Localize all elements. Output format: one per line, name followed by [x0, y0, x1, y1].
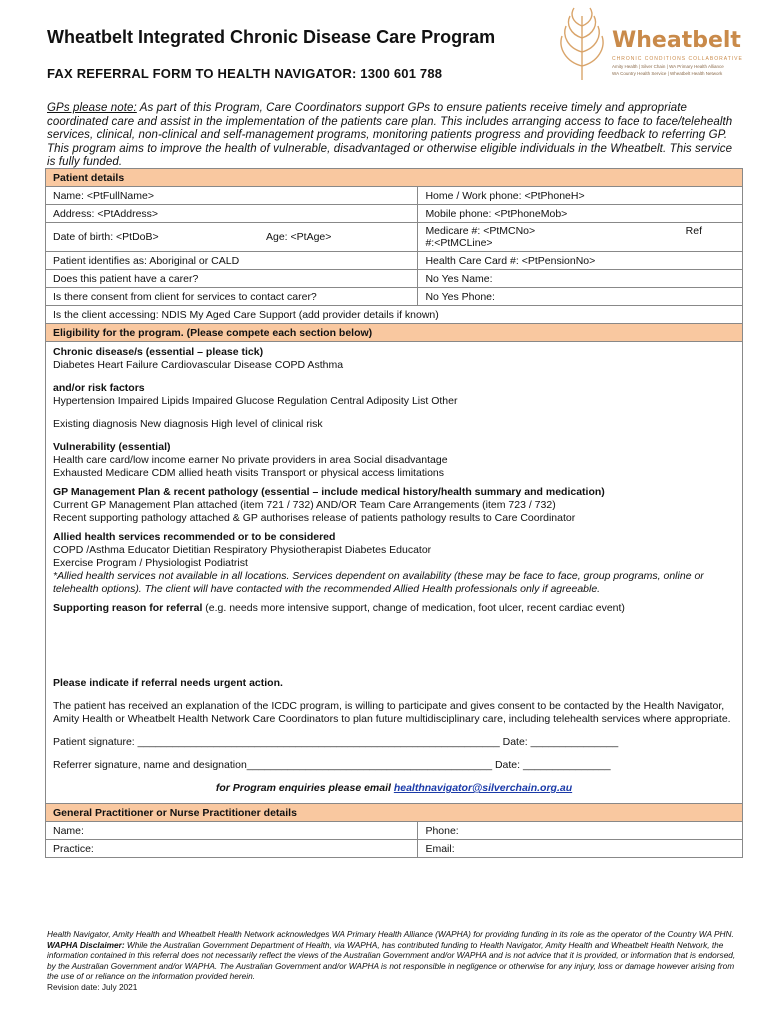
supporting-reason-title: Supporting reason for referral [53, 602, 203, 614]
enquiry-line [53, 782, 735, 795]
gp-note [47, 102, 742, 170]
risk-factor-options[interactable]: Hypertension Impaired Lipids Impaired Glucose Regulation Central Adiposity List Other [53, 395, 458, 407]
medicare-cell [418, 223, 743, 252]
fax-referral-subtitle: FAX REFERRAL FORM TO HEALTH NAVIGATOR: 1300 601 788 [47, 66, 443, 81]
supporting-reason-hint: (e.g. needs more intensive support, change of medication, foot ulcer, recent cardiac event) [202, 602, 625, 614]
medicare-line-field[interactable]: #:<PtMCLine> [425, 237, 493, 249]
gp-plan-option-2[interactable]: Recent supporting pathology attached & GP authorises release of patients pathology results to Care Coordinator [53, 512, 576, 524]
logo-wordmark: Wheatbelt [612, 28, 741, 53]
mobile-phone-field[interactable]: Mobile phone: <PtPhoneMob> [418, 205, 743, 223]
allied-health-options-2[interactable]: Exercise Program / Physiologist Podiatrist [53, 557, 248, 569]
urgent-action-checkbox[interactable]: Please indicate if referral needs urgent action. [53, 677, 283, 689]
gp-phone-field[interactable]: Phone: [418, 822, 743, 840]
gp-email-field[interactable]: Email: [418, 840, 743, 858]
dob-field[interactable]: Date of birth: <PtDoB> [53, 231, 159, 243]
dob-age-cell [46, 223, 418, 252]
wheat-icon [556, 6, 608, 82]
gp-practice-field[interactable]: Practice: [46, 840, 418, 858]
logo-tagline: CHRONIC CONDITIONS COLLABORATIVE [612, 56, 743, 62]
page-title: Wheatbelt Integrated Chronic Disease Care Program [47, 27, 496, 47]
patient-details-header: Patient details [46, 169, 743, 187]
consent-statement: The patient has received an explanation of the ICDC program, is willing to participate and gives consent to be contacted by the Health Navigator, Amity Health or Wheatbelt Health Network Care Coordinators to plan future multidisciplinary care, including telehealth services where appropriate. [53, 700, 731, 725]
chronic-disease-options[interactable]: Diabetes Heart Failure Cardiovascular Disease COPD Asthma [53, 359, 344, 371]
gp-name-field[interactable]: Name: [46, 822, 418, 840]
vulnerability-title: Vulnerability (essential) [53, 441, 171, 453]
home-phone-field[interactable]: Home / Work phone: <PtPhoneH> [418, 187, 743, 205]
gp-note-text: As part of this Program, Care Coordinators support GPs to ensure patients receive timely and appropriate coordinated care and assist in the implementation of the patients care plan. This includes arranging access to face to face/telehealth services, clinical, non-clinical and self-management programs, monitoring patients progress and providing feedback to referring GP. This program aims to improve the health of vulnerable, disadvantaged or otherwise eligible individuals in the Wheatbelt. This service is fully funded. [47, 102, 733, 168]
patient-name-field[interactable]: Name: <PtFullName> [46, 187, 418, 205]
revision-date: Revision date: July 2021 [47, 981, 138, 992]
gp-plan-option-1[interactable]: Current GP Management Plan attached (item 721 / 732) AND/OR Team Care Arrangements (item 723 / 732) [53, 499, 556, 511]
chronic-disease-title: Chronic disease/s (essential – please tick) [53, 346, 264, 358]
enquiry-lead: for Program enquiries please email [215, 782, 394, 794]
allied-health-note: *Allied health services not available in all locations. Services dependent on availability (these may be face to face, group programs, online or telehealth options). The client will have contacted with the recommended Allied Health professionals only if agreeable. [53, 570, 704, 595]
funding-disclaimer [47, 929, 742, 992]
vulnerability-options-1[interactable]: Health care card/low income earner No private providers in area Social disadvantage [53, 454, 448, 466]
allied-health-options-1[interactable]: COPD /Asthma Educator Dietitian Respiratory Physiotherapist Diabetes Educator [53, 544, 432, 556]
supporting-reason-label [53, 602, 735, 615]
patient-identifies-field[interactable]: Patient identifies as: Aboriginal or CALD [46, 252, 418, 270]
diagnosis-options[interactable]: Existing diagnosis New diagnosis High level of clinical risk [53, 418, 323, 430]
gp-details-header: General Practitioner or Nurse Practitioner details [46, 804, 743, 822]
consent-answer[interactable]: No Yes Phone: [418, 288, 743, 306]
age-field[interactable]: Age: <PtAge> [266, 231, 332, 243]
wheatbelt-logo [556, 6, 746, 82]
disclaimer-text: While the Australian Government Department of Health, via WAPHA, has contributed funding to Health Navigator, Amity Health and Wheatbelt Health Network, the information contained in this referral does not necessarily reflect the views of the Australian Government and/or WAPHA and is not advice that it is provided, or information that is endorsed, by the Australian Government and/or WAPHA. The Australian Government and/or WAPHA is not responsible in negligence or otherwise for any injury, loss or damage however arising from the use of or reliance on the information provided herein. [47, 939, 736, 981]
referrer-signature-line[interactable]: Referrer signature, name and designation__________________________________________ Date: _______________ [53, 759, 611, 771]
carer-question: Does this patient have a carer? [46, 270, 418, 288]
enquiry-email-link[interactable]: healthnavigator@silverchain.org.au [393, 782, 573, 794]
logo-partners-2: WA Country Health Service | Wheatbelt Health Network [612, 71, 723, 76]
carer-answer[interactable]: No Yes Name: [418, 270, 743, 288]
vulnerability-options-2[interactable]: Exhausted Medicare CDM allied heath visits Transport or physical access limitations [53, 467, 444, 479]
supporting-reason-area[interactable] [53, 615, 735, 677]
eligibility-section [46, 342, 743, 804]
gp-plan-title: GP Management Plan & recent pathology (essential – include medical history/health summary and medication) [53, 486, 605, 498]
health-care-card-field[interactable]: Health Care Card #: <PtPensionNo> [418, 252, 743, 270]
gp-note-lead: GPs please note: [47, 102, 137, 114]
medicare-field[interactable]: Medicare #: <PtMCNo> [425, 225, 536, 237]
consent-question: Is there consent from client for services to contact carer? [46, 288, 418, 306]
disclaimer-label: WAPHA Disclaimer: [47, 939, 125, 950]
client-accessing-field[interactable]: Is the client accessing: NDIS My Aged Care Support (add provider details if known) [46, 306, 743, 324]
logo-partners: Amity Health | Silver Chain | WA Primary Health Alliance [612, 64, 724, 69]
medicare-ref-label: Ref [685, 225, 702, 237]
address-field[interactable]: Address: <PtAddress> [46, 205, 418, 223]
eligibility-header: Eligibility for the program. (Please compete each section below) [46, 324, 743, 342]
referral-form [45, 168, 743, 858]
risk-factors-title: and/or risk factors [53, 382, 145, 394]
allied-health-title: Allied health services recommended or to be considered [53, 531, 336, 543]
patient-signature-line[interactable]: Patient signature: ______________________________________________________________ Date: _______________ [53, 736, 619, 748]
funding-text: Health Navigator, Amity Health and Wheatbelt Health Network acknowledges WA Primary Health Alliance (WAPHA) for providing funding in its role as the operator of the Country WA PHN. [47, 929, 734, 939]
